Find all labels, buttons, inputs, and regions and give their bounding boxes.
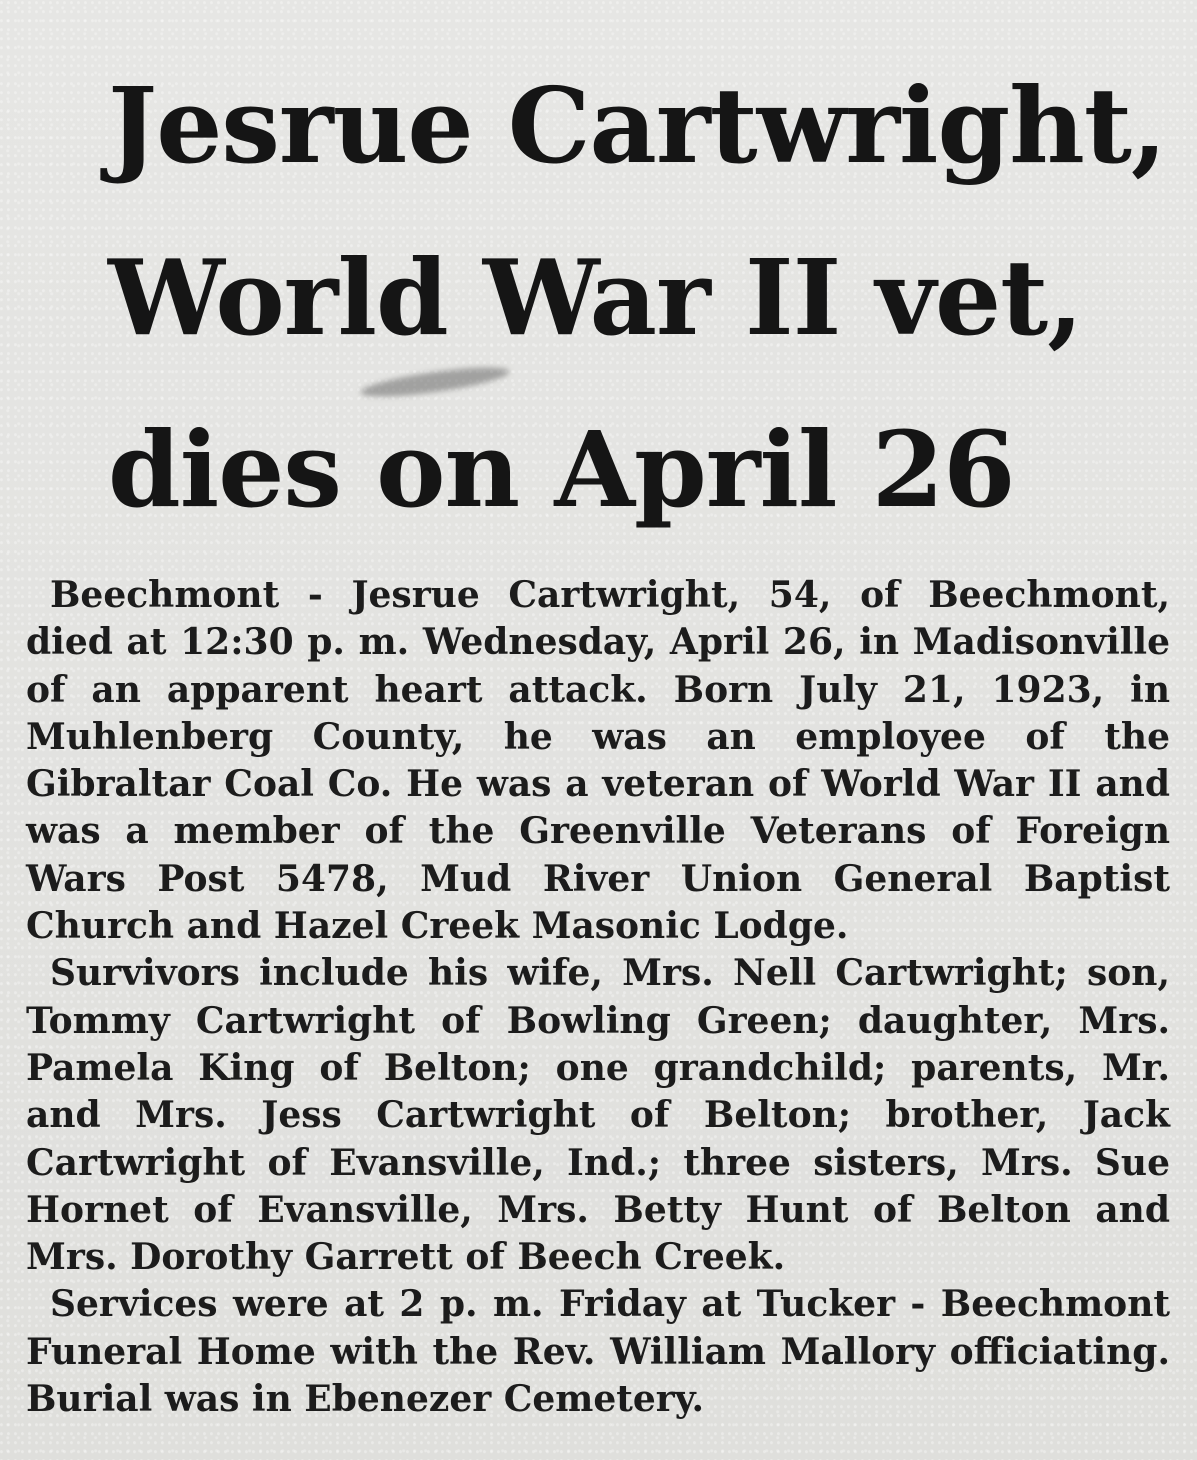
headline — [108, 40, 1167, 556]
article-body — [26, 572, 1170, 1423]
paragraph-survivors: Survivors include his wife, Mrs. Nell Cartwright; son, Tommy Cartwright of Bowling Green; daughter, Mrs. Pamela King of Belton; one grandchild; parents, Mr. and Mrs. Jess Cartwright of Belton; brother, Jack Cartwright of Evansville, Ind.; three sisters, Mrs. Sue Hornet of Evansville, Mrs. Betty Hunt of Belton and Mrs. Dorothy Garrett of Beech Creek. — [26, 952, 1170, 1279]
paragraph-obituary: Beechmont - Jesrue Cartwright, 54, of Beechmont, died at 12:30 p. m. Wednesday, April 26, in Madisonville of an apparent heart attack. Born July 21, 1923, in Muhlenberg County, he was an employee of the Gibraltar Coal Co. He was a veteran of World War II and was a member of the Greenville Veterans of Foreign Wars Post 5478, Mud River Union General Baptist Church and Hazel Creek Masonic Lodge. — [26, 574, 1170, 948]
headline-line-1: Jesrue Cartwright, — [108, 64, 1167, 187]
headline-line-3: dies on April 26 — [108, 408, 1015, 531]
paragraph-services: Services were at 2 p. m. Friday at Tucker - Beechmont Funeral Home with the Rev. William Mallory officiating. Burial was in Ebenezer Cemetery. — [26, 1283, 1170, 1421]
headline-line-2: World War II vet, — [108, 236, 1083, 359]
